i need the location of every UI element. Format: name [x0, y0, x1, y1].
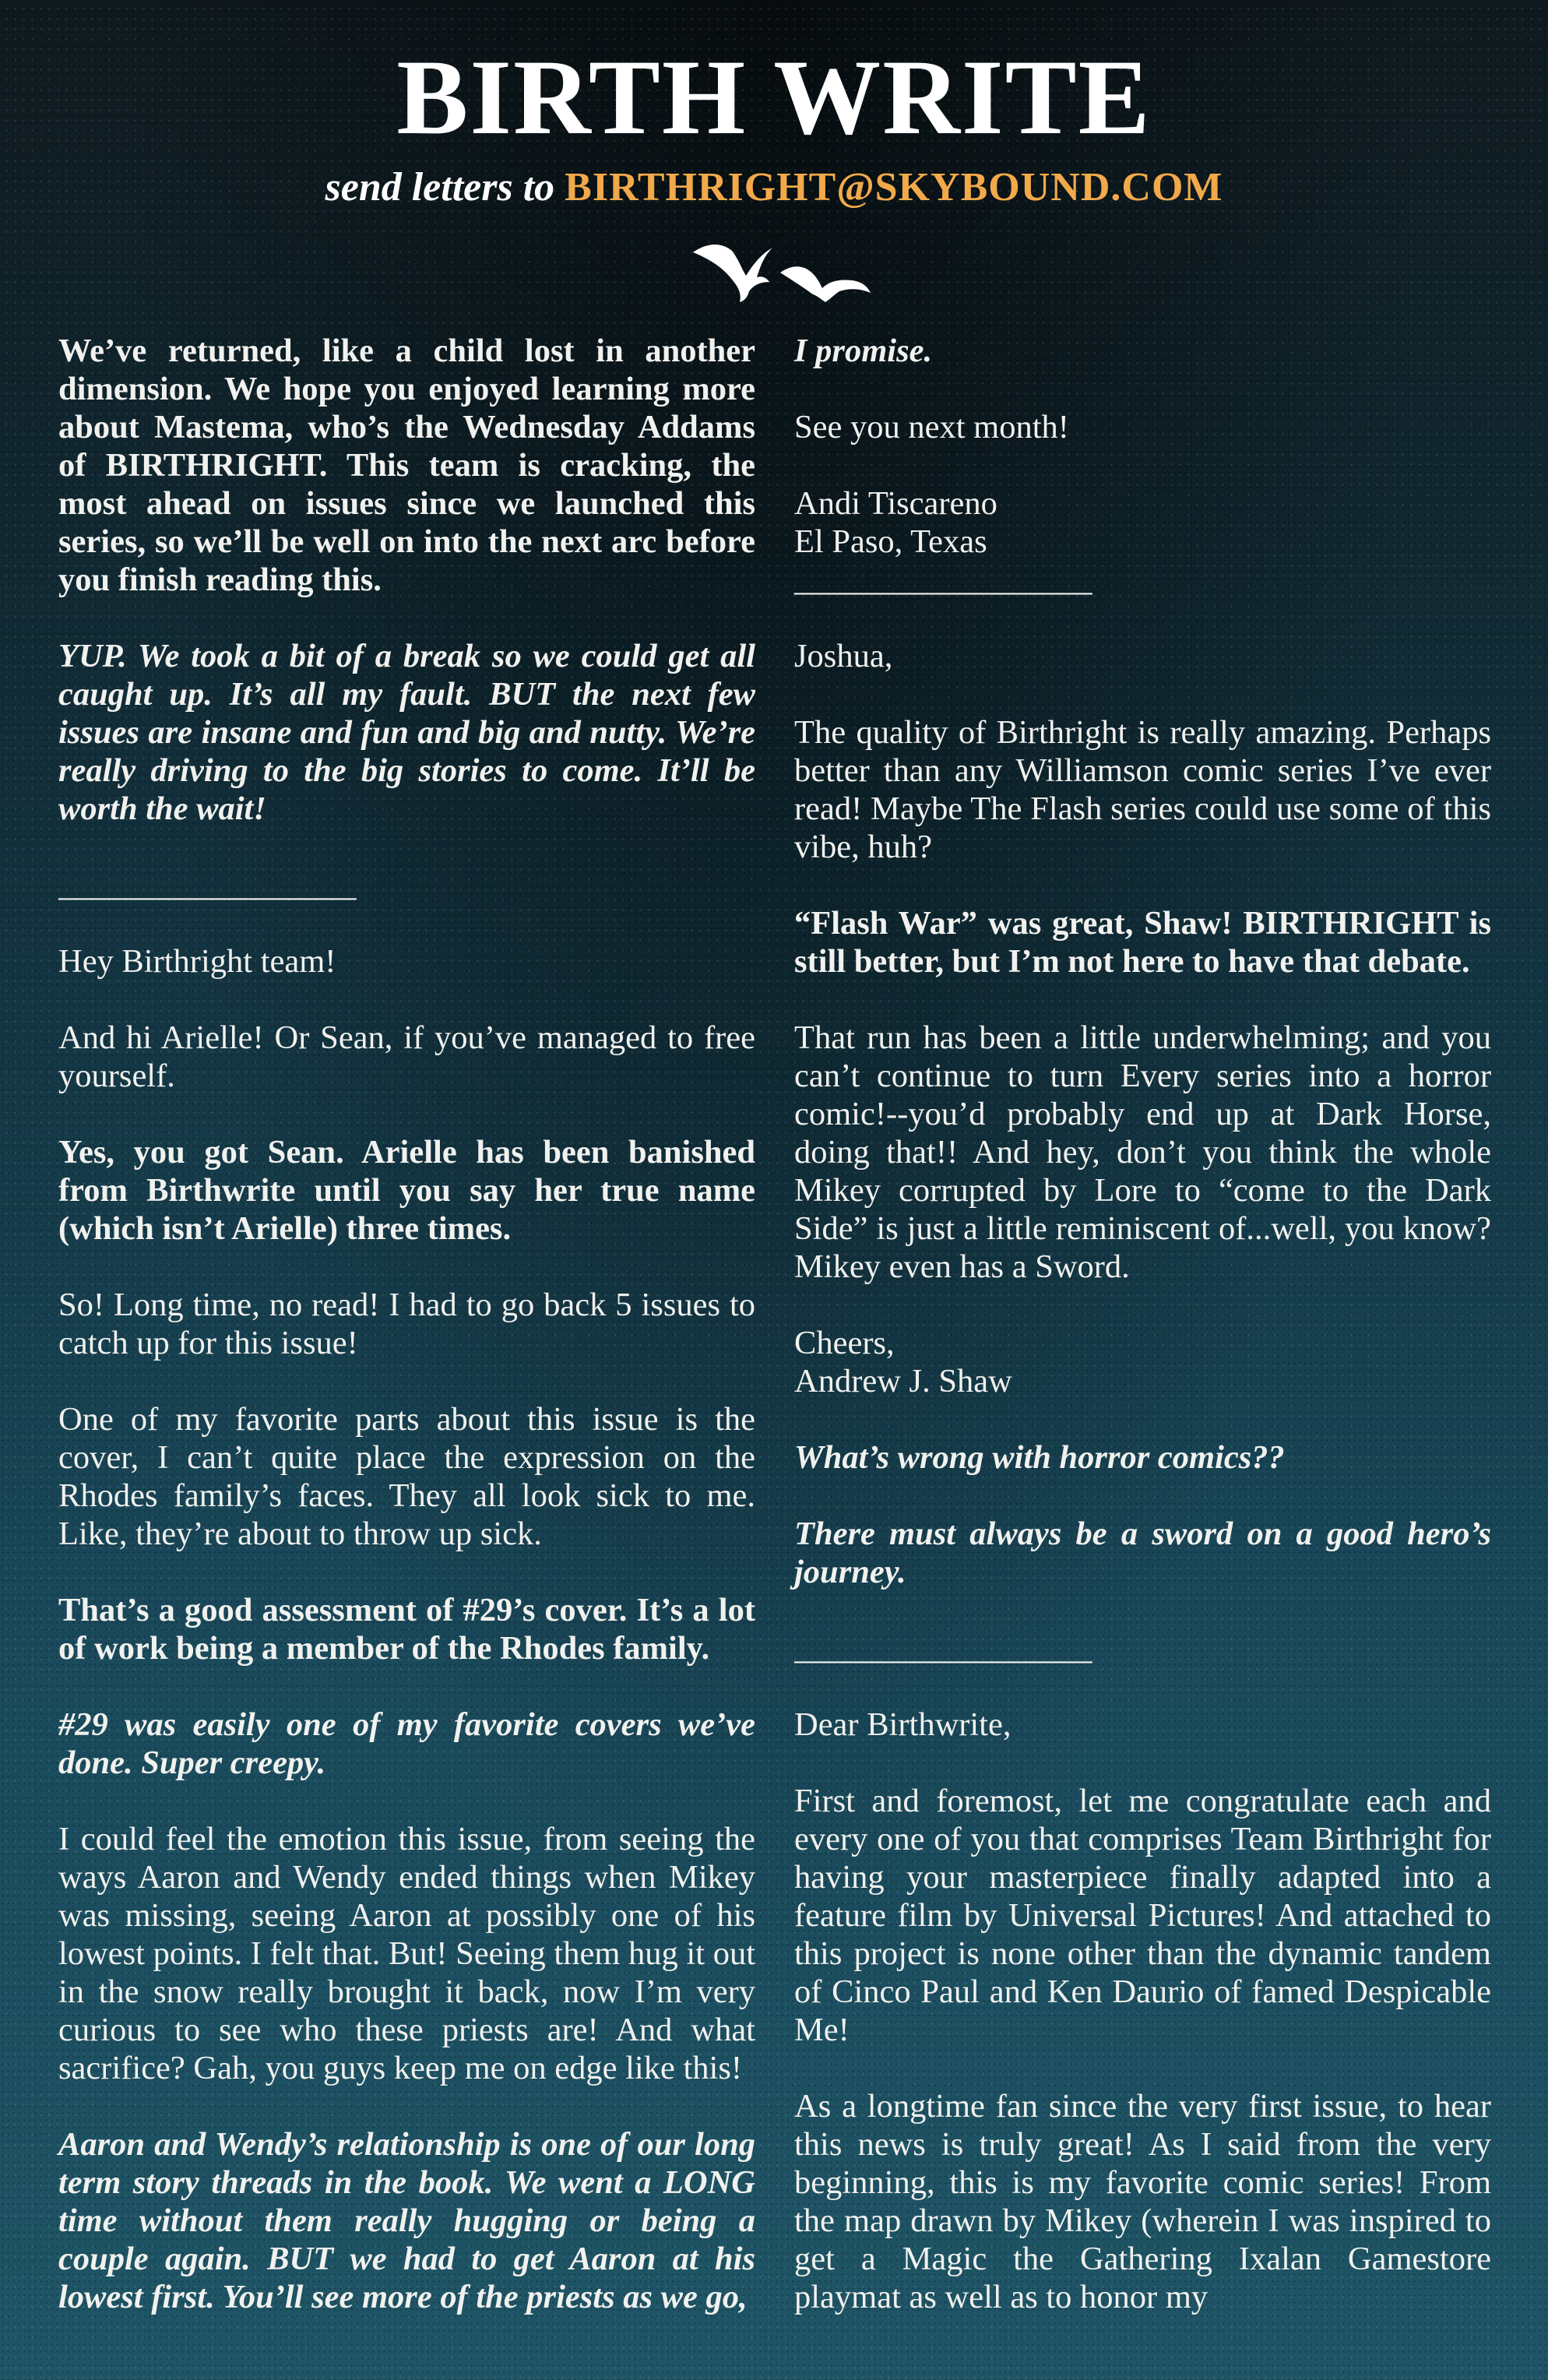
letter-paragraph: As a longtime fan since the very first issue, to hear this news is truly great! As I said from the very beginning, this is my favorite comic series! From the map drawn by Mikey (wherein I was inspired to get a Magic the Gathering Ixalan Gamestore playmat as well as to honor my: [794, 2088, 1491, 2315]
editor-reply: What’s wrong with horror comics??: [794, 1439, 1285, 1476]
signature-name: Andrew J. Shaw: [794, 1363, 1012, 1399]
editor-reply: Aaron and Wendy’s relationship is one of our long term story threads in the book. We went a LONG time without them really hugging or being a couple again. BUT we had to get Aaron at his lowest first. You’ll see more of the priests as we go,: [58, 2126, 755, 2315]
signature-name: Andi Tiscareno: [794, 485, 997, 522]
letter-paragraph: See you next month!: [794, 409, 1069, 445]
editor-reply: #29 was easily one of my favorite covers we’ve done. Super creepy.: [58, 1706, 755, 1781]
editor-reply: There must always be a sword on a good hero’s journey.: [794, 1516, 1491, 1590]
page-title: BIRTH WRITE: [396, 37, 1152, 157]
letter-paragraph: I could feel the emotion this issue, from seeing the ways Aaron and Wendy ended things when Mikey was missing, seeing Aaron at possibly one of his lowest points. I felt that. But! Seeing them hug it out in the snow really brought it back, now I’m very curious to see who these priests are! And what sacrifice? Gah, you guys keep me on edge like this!: [58, 1821, 755, 2086]
letter-greeting: Hey Birthright team!: [58, 943, 336, 980]
letter-separator: __________________: [58, 867, 357, 903]
letter-separator: __________________: [794, 562, 1092, 598]
editor-reply: That’s a good assessment of #29’s cover. It’s a lot of work being a member of the Rhodes family.: [58, 1592, 755, 1667]
letter-signature: [794, 484, 1491, 599]
send-letters-label: send letters to: [325, 165, 555, 209]
letter-greeting: Joshua,: [794, 638, 893, 674]
letter-paragraph: That run has been a little underwhelming; and you can’t continue to turn Every series into a horror comic!--you’d probably end up at Dark Horse, doing that!! And hey, don’t you think the whole Mikey corrupted by Lore to “come to the Dark Side” is just a little reminiscent of...well, you know? Mikey even has a Sword.: [794, 1019, 1491, 1285]
letter-separator: __________________: [794, 1630, 1092, 1667]
editor-intro: We’ve returned, like a child lost in another dimension. We hope you enjoyed learning more about Mastema, who’s the Wednesday Addams of BIRTHRIGHT. This team is cracking, the most ahead on issues since we launched this series, so we’ll be well on into the next arc before you finish reading this.: [58, 333, 755, 598]
letter-paragraph: And hi Arielle! Or Sean, if you’ve managed to free yourself.: [58, 1019, 755, 1094]
editor-reply: Yes, you got Sean. Arielle has been banished from Birthwrite until you say her true name (which isn’t Arielle) three times.: [58, 1134, 755, 1247]
signature-closing: Cheers,: [794, 1325, 895, 1361]
letter-signature: [794, 1324, 1491, 1400]
letter-paragraph: One of my favorite parts about this issue is the cover, I can’t quite place the expression on the Rhodes family’s faces. They all look sick to me. Like, they’re about to throw up sick.: [58, 1401, 755, 1552]
letter-paragraph: First and foremost, let me congratulate each and every one of you that comprises Team Birthright for having your masterpiece finally adapted into a feature film by Universal Pictures! And attached to this project is none other than the dynamic tandem of Cinco Paul and Ken Daurio of famed Despicable Me!: [794, 1783, 1491, 2048]
editor-reply: YUP. We took a bit of a break so we could get all caught up. It’s all my fault. BUT the next few issues are insane and fun and big and nutty. We’re really driving to the big stories to come. It’ll be worth the wait!: [58, 638, 755, 827]
letters-column-left: [58, 332, 755, 2354]
letters-column-right: [794, 332, 1491, 2354]
page-header: [0, 37, 1548, 209]
contact-email-link[interactable]: BIRTHRIGHT@SKYBOUND.COM: [565, 165, 1223, 209]
letter-paragraph: The quality of Birthright is really amazing. Perhaps better than any Williamson comic series I’ve ever read! Maybe The Flash series could use some of this vibe, huh?: [794, 714, 1491, 865]
letter-greeting: Dear Birthwrite,: [794, 1706, 1011, 1743]
bats-icon: [685, 227, 872, 313]
editor-reply: I promise.: [794, 333, 933, 369]
editor-reply: “Flash War” was great, Shaw! BIRTHRIGHT is still better, but I’m not here to have that debate.: [794, 905, 1491, 980]
signature-location: El Paso, Texas: [794, 523, 987, 560]
letters-address-line: [0, 165, 1548, 209]
letter-paragraph: So! Long time, no read! I had to go back 5 issues to catch up for this issue!: [58, 1287, 755, 1361]
